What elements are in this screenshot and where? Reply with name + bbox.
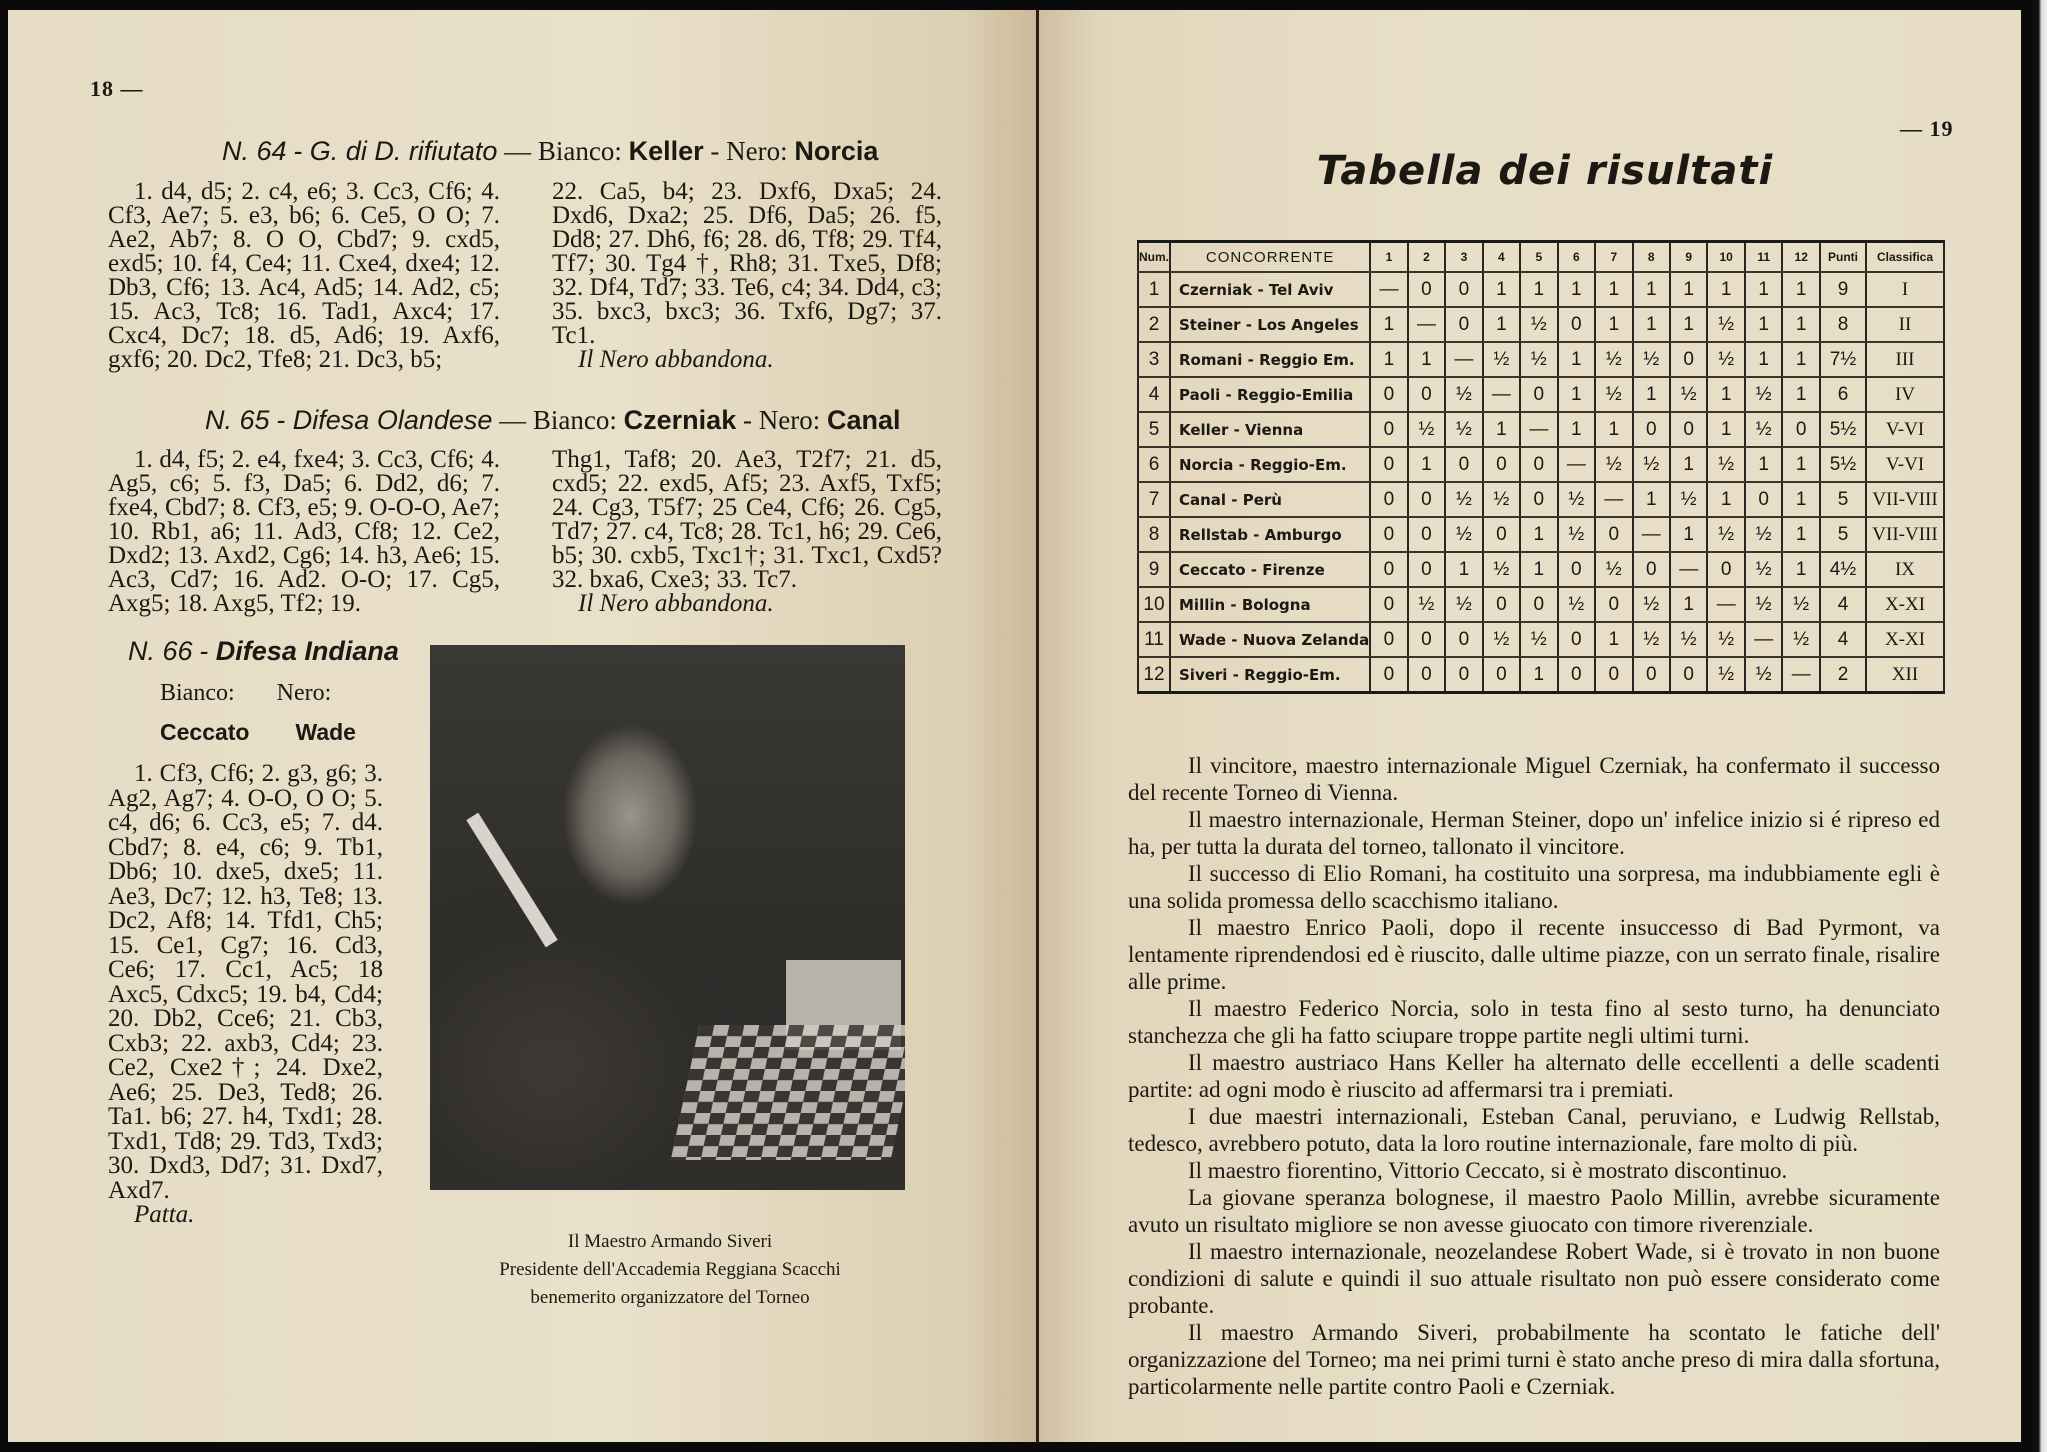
game-result: Il Nero abbandona.	[578, 590, 774, 617]
row-number: 9	[1138, 552, 1170, 587]
caption-line: benemerito organizzatore del Torneo	[530, 1287, 810, 1308]
competitor-name: Czerniak - Tel Aviv	[1170, 272, 1370, 307]
result-cell: ½	[1558, 587, 1595, 622]
result-cell: ½	[1483, 342, 1520, 377]
result-cell: 1	[1520, 272, 1557, 307]
result-cell: 1	[1670, 307, 1707, 342]
game-opening: G. di D. rifiutato	[309, 136, 498, 166]
result-cell: ½	[1745, 552, 1782, 587]
result-cell: 0	[1633, 412, 1670, 447]
result-cell: 1	[1483, 412, 1520, 447]
result-cell: 0	[1483, 517, 1520, 552]
result-cell: —	[1707, 587, 1744, 622]
result-cell: —	[1408, 307, 1445, 342]
row-number: 6	[1138, 447, 1170, 482]
result-cell: 1	[1633, 272, 1670, 307]
column-header: CONCORRENTE	[1170, 242, 1370, 273]
result-cell: 1	[1782, 377, 1820, 412]
result-cell: 0	[1520, 482, 1557, 517]
result-cell: ½	[1633, 447, 1670, 482]
result-cell: ½	[1483, 552, 1520, 587]
competitor-name: Norcia - Reggio-Em.	[1170, 447, 1370, 482]
result-cell: 0	[1370, 657, 1407, 693]
photo-collar	[466, 813, 557, 948]
result-cell: 0	[1370, 552, 1407, 587]
result-cell: 0	[1370, 622, 1407, 657]
white-label: Bianco:	[537, 136, 622, 166]
row-number: 3	[1138, 342, 1170, 377]
column-header: 8	[1633, 242, 1670, 273]
result-cell: 1	[1782, 272, 1820, 307]
competitor-name: Steiner - Los Angeles	[1170, 307, 1370, 342]
game-64-title: N. 64 - G. di D. rifiutato — Bianco: Keller - Nero: Norcia	[222, 136, 879, 166]
points-cell: 8	[1820, 307, 1866, 342]
result-cell: ½	[1445, 412, 1482, 447]
table-row	[1138, 587, 1944, 622]
column-header: 7	[1595, 242, 1632, 273]
result-cell: 1	[1670, 272, 1707, 307]
result-cell: ½	[1558, 517, 1595, 552]
table-row	[1138, 482, 1944, 517]
result-cell: 0	[1483, 587, 1520, 622]
result-cell: ½	[1520, 307, 1557, 342]
result-cell: ½	[1445, 482, 1482, 517]
competitor-name: Paoli - Reggio-Emilia	[1170, 377, 1370, 412]
result-cell: —	[1520, 412, 1557, 447]
competitor-name: Ceccato - Firenze	[1170, 552, 1370, 587]
scan-edge	[2033, 0, 2047, 1452]
white-player: Czerniak	[623, 405, 737, 435]
result-cell: 0	[1445, 307, 1482, 342]
competitor-name: Keller - Vienna	[1170, 412, 1370, 447]
result-cell: 1	[1707, 272, 1744, 307]
result-cell: ½	[1707, 622, 1744, 657]
result-cell: 0	[1408, 482, 1445, 517]
result-cell: 1	[1782, 307, 1820, 342]
table-body	[1138, 272, 1944, 693]
result-cell: ½	[1707, 307, 1744, 342]
result-cell: 0	[1483, 657, 1520, 693]
result-cell: ½	[1670, 377, 1707, 412]
result-cell: 0	[1445, 622, 1482, 657]
result-cell: ½	[1745, 587, 1782, 622]
commentary-paragraph: Il successo di Elio Romani, ha costituito una sorpresa, ma indubbiamente egli è una solida promessa dello scacchismo italiano.	[1128, 861, 1940, 913]
row-number: 10	[1138, 587, 1170, 622]
result-cell: 1	[1633, 307, 1670, 342]
game-number: N. 66	[128, 636, 193, 666]
result-cell: 0	[1408, 657, 1445, 693]
result-cell: —	[1483, 377, 1520, 412]
result-cell: ½	[1445, 587, 1482, 622]
result-cell: 0	[1445, 272, 1482, 307]
competitor-name: Wade - Nuova Zelanda	[1170, 622, 1370, 657]
result-cell: ½	[1595, 377, 1632, 412]
result-cell: 1	[1483, 307, 1520, 342]
game-64-moves-col1: 1. d4, d5; 2. c4, e6; 3. Cc3, Cf6; 4. Cf3, Ae7; 5. e3, b6; 6. Ce5, O O; 7. Ae2, Ab7; 8. O O, Cbd7; 9. cxd5, exd5; 10. f4, Ce4; 11. Cxe4, dxe4; 12. Db3, Cf6; 13. Ac4, Ad5; 14. Ad2, c5; 15. Ac3, Tc8; 16. Tad1, Axc4; 17. Cxc4, Dc7; 18. d5, Ad6; 19. Axf6, gxf6; 20. Dc2, Tfe8; 21. Dc3, b5;	[108, 178, 500, 373]
result-cell: 1	[1707, 377, 1744, 412]
result-cell: 1	[1782, 482, 1820, 517]
result-cell: 1	[1558, 342, 1595, 377]
result-cell: 0	[1520, 587, 1557, 622]
result-cell: ½	[1670, 622, 1707, 657]
competitor-name: Romani - Reggio Em.	[1170, 342, 1370, 377]
result-cell: 1	[1745, 272, 1782, 307]
result-cell: —	[1595, 482, 1632, 517]
game-opening: Difesa Indiana	[215, 636, 399, 666]
rank-cell: V-VI	[1866, 447, 1944, 482]
black-player: Canal	[826, 405, 901, 435]
result-cell: 0	[1408, 272, 1445, 307]
result-cell: ½	[1633, 587, 1670, 622]
result-cell: 0	[1370, 447, 1407, 482]
result-cell: 0	[1483, 447, 1520, 482]
result-cell: ½	[1745, 412, 1782, 447]
result-cell: 0	[1370, 377, 1407, 412]
result-cell: 0	[1370, 482, 1407, 517]
column-header: 1	[1370, 242, 1407, 273]
result-cell: 0	[1558, 657, 1595, 693]
result-cell: 1	[1745, 447, 1782, 482]
competitor-name: Rellstab - Amburgo	[1170, 517, 1370, 552]
result-cell: 1	[1595, 622, 1632, 657]
result-cell: 1	[1558, 272, 1595, 307]
rank-cell: IX	[1866, 552, 1944, 587]
result-cell: ½	[1782, 587, 1820, 622]
row-number: 12	[1138, 657, 1170, 693]
result-cell: 1	[1707, 482, 1744, 517]
result-cell: 0	[1520, 377, 1557, 412]
result-cell: 1	[1595, 412, 1632, 447]
column-header: 5	[1520, 242, 1557, 273]
result-cell: ½	[1445, 377, 1482, 412]
table-row	[1138, 272, 1944, 307]
points-cell: 5½	[1820, 412, 1866, 447]
commentary-paragraph: Il maestro Enrico Paoli, dopo il recente insuccesso di Bad Pyrmont, va lentamente riprendendosi ed è riuscito, dalle ultime piazze, con un serrato finale, risalire alle prime.	[1128, 915, 1940, 994]
result-cell: 0	[1670, 412, 1707, 447]
commentary-paragraph: Il maestro internazionale, Herman Steiner, dopo un' infelice inizio si é ripreso ed ha, per tutta la durata del torneo, tallonato il vincitore.	[1128, 807, 1940, 859]
rank-cell: X-XI	[1866, 622, 1944, 657]
table-row	[1138, 517, 1944, 552]
result-cell: 0	[1408, 622, 1445, 657]
black-label: Nero:	[276, 680, 332, 706]
column-header: 4	[1483, 242, 1520, 273]
column-header: 6	[1558, 242, 1595, 273]
commentary-paragraph: Il maestro Federico Norcia, solo in testa fino al sesto turno, ha denunciato stanchezza che gli ha fatto sciupare troppe partite negli ultimi turni.	[1128, 996, 1940, 1048]
points-cell: 7½	[1820, 342, 1866, 377]
table-row	[1138, 622, 1944, 657]
result-cell: 0	[1595, 517, 1632, 552]
row-number: 8	[1138, 517, 1170, 552]
caption-line: Presidente dell'Accademia Reggiana Scacchi	[499, 1259, 841, 1280]
result-cell: 1	[1782, 552, 1820, 587]
moves-text: Thg1, Taf8; 20. Ae3, T2f7; 21. d5, cxd5; 22. exd5, Af5; 23. Axf5, Txf5; 24. Cg3, T5f7; 25 Ce4, Cf6; 26. Cg5, Td7; 27. c4, Tc8; 28. Tc1, h6; 29. Ce6, b5; 30. cxb5, Txc1†; 31. Txc1, Cxd5? 32. bxa6, Cxe3; 33. Tc7.	[552, 446, 942, 593]
moves-text: 22. Ca5, b4; 23. Dxf6, Dxa5; 24. Dxd6, Dxa2; 25. Df6, Da5; 26. f5, Dd8; 27. Dh6, f6; 28. d6, Tf8; 29. Tf4, Tf7; 30. Tg4 †, Rh8; 31. Txe5, Df8; 32. Df4, Td7; 33. Te6, c4; 34. Dd4, c3; 35. bxc3, bxc3; 36. Txf6, Dg7; 37. Tc1.	[552, 178, 942, 349]
result-cell: 1	[1670, 447, 1707, 482]
points-cell: 6	[1820, 377, 1866, 412]
result-cell: 0	[1370, 587, 1407, 622]
points-cell: 9	[1820, 272, 1866, 307]
table-title: Tabella dei risultati	[1316, 148, 1774, 194]
column-header: 3	[1445, 242, 1482, 273]
result-cell: —	[1558, 447, 1595, 482]
result-cell: ½	[1408, 587, 1445, 622]
game-66-moves	[108, 762, 383, 1228]
result-cell: 1	[1633, 482, 1670, 517]
result-cell: 0	[1595, 657, 1632, 693]
white-player: Keller	[628, 136, 704, 166]
commentary-paragraph: La giovane speranza bolognese, il maestro Paolo Millin, avrebbe sicuramente avuto un risultato migliore se non avesse giuocato con timore riverenziale.	[1128, 1185, 1940, 1237]
results-table	[1137, 240, 1945, 694]
result-cell: 1	[1633, 377, 1670, 412]
row-number: 11	[1138, 622, 1170, 657]
result-cell: —	[1745, 622, 1782, 657]
table-row	[1138, 447, 1944, 482]
result-cell: —	[1670, 552, 1707, 587]
game-opening: Difesa Olandese	[292, 405, 493, 435]
column-header: Punti	[1820, 242, 1866, 273]
page-number-left: 18 —	[90, 76, 144, 101]
commentary-paragraph: Il vincitore, maestro internazionale Miguel Czerniak, ha confermato il successo del recente Torneo di Vienna.	[1128, 753, 1940, 805]
result-cell: 1	[1595, 272, 1632, 307]
rank-cell: V-VI	[1866, 412, 1944, 447]
result-cell: ½	[1595, 552, 1632, 587]
result-cell: 1	[1370, 342, 1407, 377]
column-header: 9	[1670, 242, 1707, 273]
result-cell: ½	[1670, 482, 1707, 517]
result-cell: ½	[1558, 482, 1595, 517]
result-cell: 1	[1520, 657, 1557, 693]
result-cell: ½	[1707, 517, 1744, 552]
photo-chessboard	[671, 1025, 905, 1160]
result-cell: ½	[1782, 622, 1820, 657]
result-cell: 1	[1745, 342, 1782, 377]
result-cell: ½	[1707, 342, 1744, 377]
result-cell: 0	[1670, 342, 1707, 377]
game-number: N. 64	[222, 136, 287, 166]
rank-cell: VII-VIII	[1866, 482, 1944, 517]
rank-cell: XII	[1866, 657, 1944, 693]
result-cell: 1	[1782, 447, 1820, 482]
result-cell: 1	[1782, 342, 1820, 377]
result-cell: 0	[1633, 552, 1670, 587]
competitor-name: Millin - Bologna	[1170, 587, 1370, 622]
result-cell: ½	[1745, 517, 1782, 552]
result-cell: 1	[1445, 552, 1482, 587]
result-cell: 1	[1408, 342, 1445, 377]
row-number: 1	[1138, 272, 1170, 307]
table-row	[1138, 307, 1944, 342]
result-cell: 1	[1782, 517, 1820, 552]
rank-cell: III	[1866, 342, 1944, 377]
result-cell: 1	[1707, 412, 1744, 447]
caption-line: Il Maestro Armando Siveri	[567, 1231, 773, 1252]
game-65-moves-col2	[552, 448, 942, 616]
result-cell: 1	[1520, 517, 1557, 552]
page-number-right: — 19	[1900, 116, 1954, 141]
table-row	[1138, 342, 1944, 377]
game-64-moves-col2	[552, 180, 942, 372]
result-cell: ½	[1745, 657, 1782, 693]
photo-caption	[420, 1228, 920, 1312]
black-player: Wade	[295, 719, 356, 745]
result-cell: ½	[1445, 517, 1482, 552]
column-header: 10	[1707, 242, 1744, 273]
commentary-paragraph: I due maestri internazionali, Esteban Canal, peruviano, e Ludwig Rellstab, tedesco, avrebbero potuto, data la loro routine internazionale, fare molto di più.	[1128, 1104, 1940, 1156]
black-label: Nero:	[726, 136, 788, 166]
result-cell: 0	[1370, 517, 1407, 552]
result-cell: 0	[1707, 552, 1744, 587]
points-cell: 2	[1820, 657, 1866, 693]
commentary	[1128, 752, 1940, 1400]
commentary-paragraph: Il maestro fiorentino, Vittorio Ceccato, si è mostrato discontinuo.	[1188, 1158, 1788, 1183]
result-cell: ½	[1520, 622, 1557, 657]
game-result: Patta.	[134, 1201, 195, 1228]
result-cell: 1	[1670, 517, 1707, 552]
result-cell: 0	[1408, 377, 1445, 412]
white-player: Ceccato	[160, 719, 250, 745]
points-cell: 5½	[1820, 447, 1866, 482]
result-cell: 1	[1595, 307, 1632, 342]
result-cell: ½	[1595, 447, 1632, 482]
table-row	[1138, 377, 1944, 412]
result-cell: 1	[1670, 587, 1707, 622]
column-header: Classifica	[1866, 242, 1944, 273]
rank-cell: X-XI	[1866, 587, 1944, 622]
row-number: 5	[1138, 412, 1170, 447]
result-cell: 0	[1408, 517, 1445, 552]
result-cell: ½	[1633, 622, 1670, 657]
table-row	[1138, 657, 1944, 693]
white-label: Bianco:	[160, 680, 235, 706]
result-cell: —	[1782, 657, 1820, 693]
column-header: 2	[1408, 242, 1445, 273]
column-header: 12	[1782, 242, 1820, 273]
result-cell: 0	[1445, 657, 1482, 693]
table-row	[1138, 552, 1944, 587]
points-cell: 4	[1820, 622, 1866, 657]
rank-cell: VII-VIII	[1866, 517, 1944, 552]
column-header: 11	[1745, 242, 1782, 273]
result-cell: 0	[1670, 657, 1707, 693]
points-cell: 5	[1820, 517, 1866, 552]
game-65-title: N. 65 - Difesa Olandese — Bianco: Czerniak - Nero: Canal	[205, 405, 901, 435]
result-cell: ½	[1633, 342, 1670, 377]
result-cell: 0	[1520, 447, 1557, 482]
table-header-row	[1138, 242, 1944, 273]
result-cell: —	[1633, 517, 1670, 552]
black-label: Nero:	[758, 405, 821, 435]
result-cell: ½	[1520, 342, 1557, 377]
result-cell: —	[1370, 272, 1407, 307]
rank-cell: II	[1866, 307, 1944, 342]
competitor-name: Canal - Perù	[1170, 482, 1370, 517]
game-number: N. 65	[205, 405, 270, 435]
moves-text: 1. Cf3, Cf6; 2. g3, g6; 3. Ag2, Ag7; 4. O-O, O O; 5. c4, d6; 6. Cc3, e5; 7. d4. Cbd7; 8. e4, c6; 9. Tb1, Db6; 10. dxe5, dxe5; 11. Ae3, Dc7; 12. h3, Te8; 13. Dc2, Af8; 14. Tfd1, Ch5; 15. Ce1, Cg7; 16. Cd3, Ce6; 17. Cc1, Ac5; 18 Axc5, Cdxc5; 19. b4, Cd4; 20. Db2, Cce6; 21. Cb3, Cxb3; 22. axb3, Cd4; 23. Ce2, Cxe2†; 24. Dxe2, Ae6; 25. De3, Ted8; 26. Ta1. b6; 27. h4, Txd1; 28. Txd1, Td8; 29. Td3, Txd3; 30. Dxd3, Dd7; 31. Dxd7, Axd7.	[108, 760, 383, 1204]
result-cell: 1	[1558, 412, 1595, 447]
black-player: Norcia	[794, 136, 879, 166]
photo-armando-siveri	[430, 645, 905, 1190]
result-cell: 0	[1558, 552, 1595, 587]
rank-cell: I	[1866, 272, 1944, 307]
game-66-players	[160, 680, 356, 758]
result-cell: 0	[1745, 482, 1782, 517]
commentary-paragraph: Il maestro internazionale, neozelandese Robert Wade, si è trovato in non buone condizioni di salute e quindi il suo attuale risultato non può essere considerato come probante.	[1128, 1239, 1940, 1318]
result-cell: 1	[1370, 307, 1407, 342]
result-cell: 1	[1558, 377, 1595, 412]
game-result: Il Nero abbandona.	[578, 346, 774, 373]
row-number: 7	[1138, 482, 1170, 517]
result-cell: ½	[1707, 447, 1744, 482]
result-cell: ½	[1745, 377, 1782, 412]
result-cell: —	[1445, 342, 1482, 377]
result-cell: 0	[1445, 447, 1482, 482]
game-66-title: N. 66 - Difesa Indiana	[128, 636, 399, 666]
points-cell: 4	[1820, 587, 1866, 622]
result-cell: 1	[1520, 552, 1557, 587]
competitor-name: Siveri - Reggio-Em.	[1170, 657, 1370, 693]
result-cell: ½	[1595, 342, 1632, 377]
result-cell: 0	[1782, 412, 1820, 447]
result-cell: 0	[1558, 307, 1595, 342]
points-cell: 4½	[1820, 552, 1866, 587]
row-number: 2	[1138, 307, 1170, 342]
rank-cell: IV	[1866, 377, 1944, 412]
table-row	[1138, 412, 1944, 447]
result-cell: 0	[1633, 657, 1670, 693]
white-label: Bianco:	[532, 405, 617, 435]
result-cell: 0	[1408, 552, 1445, 587]
result-cell: ½	[1483, 482, 1520, 517]
result-cell: 1	[1408, 447, 1445, 482]
row-number: 4	[1138, 377, 1170, 412]
result-cell: 0	[1370, 412, 1407, 447]
result-cell: 1	[1745, 307, 1782, 342]
points-cell: 5	[1820, 482, 1866, 517]
column-header: Num.	[1138, 242, 1170, 273]
result-cell: 0	[1558, 622, 1595, 657]
result-cell: ½	[1483, 622, 1520, 657]
result-cell: 1	[1483, 272, 1520, 307]
game-65-moves-col1: 1. d4, f5; 2. e4, fxe4; 3. Cc3, Cf6; 4. Ag5, c6; 5. f3, Da5; 6. Dd2, d6; 7. fxe4, Cbd7; 8. Cf3, e5; 9. O-O-O, Ae7; 10. Rb1, a6; 11. Ad3, Cf8; 12. Ce2, Dxd2; 13. Axd2, Cg6; 14. h3, Ae6; 15. Ac3, Cd7; 16. Ad2. O-O; 17. Cg5, Axg5; 18. Axg5, Tf2; 19.	[108, 446, 500, 617]
commentary-paragraph: Il maestro austriaco Hans Keller ha alternato delle eccellenti a delle scadenti partite: ad ogni modo è riuscito ad affermarsi tra i premiati.	[1128, 1050, 1940, 1102]
result-cell: 0	[1595, 587, 1632, 622]
result-cell: ½	[1408, 412, 1445, 447]
result-cell: ½	[1707, 657, 1744, 693]
commentary-paragraph: Il maestro Armando Siveri, probabilmente ha scontato le fatiche dell' organizzazione del Torneo; ma nei primi turni è stato anche preso di mira dalla sfortuna, particolarmente nelle partite contro Paoli e Czerniak.	[1128, 1320, 1940, 1399]
